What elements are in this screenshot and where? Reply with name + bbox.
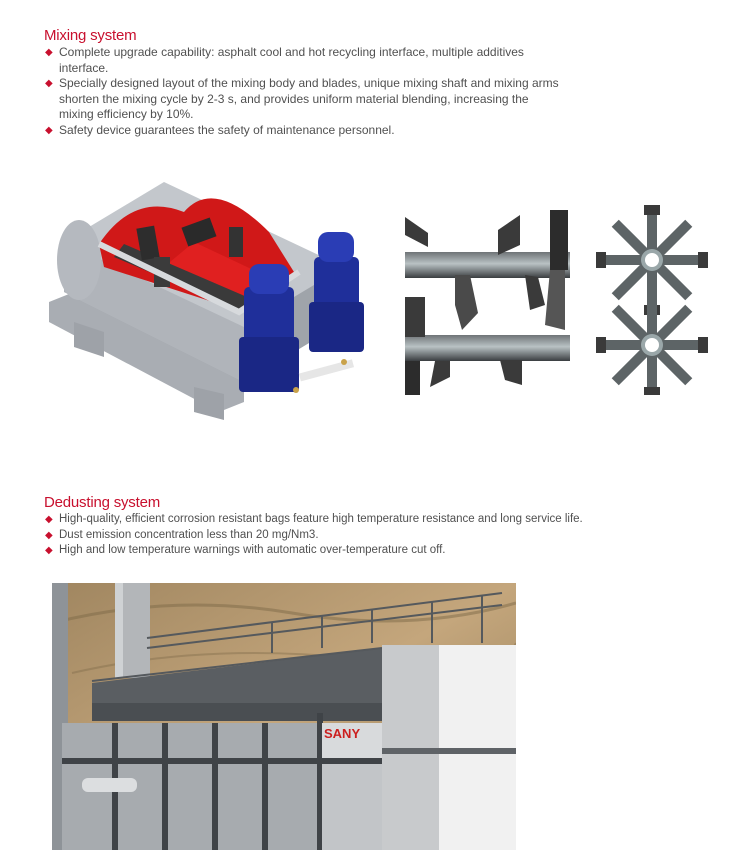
mixing-shaft-end-view (596, 205, 708, 395)
list-item (44, 512, 644, 528)
list-item (44, 45, 564, 76)
mixing-shaft-side-view (400, 205, 570, 395)
bullet-text: Specially designed layout of the mixing body and blades, unique mixing shaft and mixing arms shorten the mixing cycle by 2-3 s, and provides uniform material blending, increasing the mixing efficiency by 10%. (59, 76, 559, 122)
bullet-text: High and low temperature warnings with automatic over-temperature cut off. (59, 544, 446, 557)
diamond-bullet-icon: ◆ (45, 124, 53, 136)
mixing-system-bullets (44, 45, 564, 139)
list-item (44, 123, 564, 139)
list-item (44, 543, 644, 559)
diamond-bullet-icon: ◆ (45, 78, 53, 90)
list-item (44, 528, 644, 544)
dedusting-system-title: Dedusting system (44, 494, 161, 511)
diamond-bullet-icon: ◆ (45, 47, 53, 58)
baghouse-photo (52, 583, 516, 850)
bullet-text: Complete upgrade capability: asphalt cool and hot recycling interface, multiple additives interface. (59, 45, 524, 75)
list-item (44, 76, 564, 123)
diamond-bullet-icon: ◆ (45, 529, 53, 541)
bullet-text: High-quality, efficient corrosion resistant bags feature high temperature resistance and long service life. (59, 513, 583, 525)
dedusting-system-bullets (44, 512, 644, 559)
twin-shaft-mixer-illustration (44, 172, 384, 420)
mixing-system-title: Mixing system (44, 27, 137, 44)
sany-logo: SANY (324, 726, 361, 741)
diamond-bullet-icon: ◆ (45, 545, 53, 557)
bullet-text: Safety device guarantees the safety of maintenance personnel. (59, 122, 395, 137)
bullet-text: Dust emission concentration less than 20 mg/Nm3. (59, 528, 319, 541)
diamond-bullet-icon: ◆ (45, 514, 53, 525)
